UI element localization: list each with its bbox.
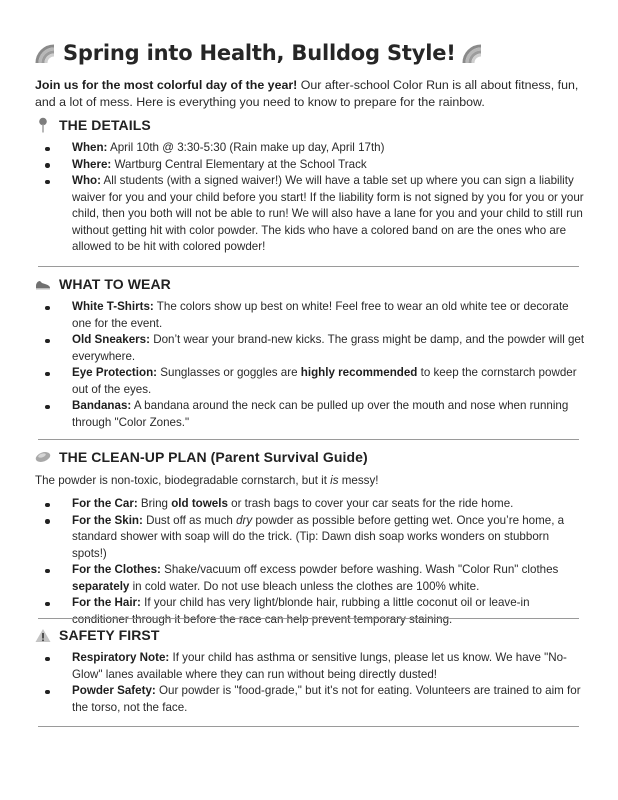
list-item: For the Skin: Dust off as much dry powder as possible before getting wet. Once you’re home, a standard shower with soap will do the trick. (Tip: Dawn dish soap works wonders on stubborn spots!) xyxy=(35,513,585,563)
section-heading: SAFETY FIRST xyxy=(35,627,585,643)
clean-up-list xyxy=(35,496,585,628)
list-item: For the Hair: If your child has very light/blonde hair, rubbing a little coconut oil or leave-in conditioner through it before the race can help prevent temporary staining. xyxy=(35,595,585,628)
page-title xyxy=(35,38,583,68)
document-header xyxy=(35,38,583,111)
list-item: When: April 10th @ 3:30-5:30 (Rain make up day, April 17th) xyxy=(35,140,585,157)
warning-icon xyxy=(35,627,51,643)
list-item: Who: All students (with a signed waiver!) We will have a table set up where you can sign a liability waiver for you and your child before you start! If the liability form is not signed by you for you or your child, then you both will not be able to run! We will also have a lane for you and your child to still run without getting hit with color powder. The kids who have a colored band on are the ones who are allowed to be hit with colored powder! xyxy=(35,173,585,256)
title-text: Spring into Health, Bulldog Style! xyxy=(63,41,456,65)
soap-icon xyxy=(35,449,51,465)
list-item: White T-Shirts: The colors show up best on white! Feel free to wear an old white tee or decorate one for the event. xyxy=(35,299,585,332)
section-heading: WHAT TO WEAR xyxy=(35,276,585,292)
divider xyxy=(38,439,579,440)
list-item: Where: Wartburg Central Elementary at the School Track xyxy=(35,157,585,174)
safety-list xyxy=(35,650,585,716)
divider xyxy=(38,618,579,619)
rainbow-icon xyxy=(462,42,484,64)
divider xyxy=(38,726,579,727)
list-item: Respiratory Note: If your child has asthma or sensitive lungs, please let us know. We have "No-Glow" lanes available where they can run without being directly dusted! xyxy=(35,650,585,683)
list-item: Bandanas: A bandana around the neck can be pulled up over the mouth and nose when running through "Color Zones." xyxy=(35,398,585,431)
section-intro: The powder is non-toxic, biodegradable cornstarch, but it is messy! xyxy=(35,474,379,487)
section-heading: THE CLEAN-UP PLAN (Parent Survival Guide) xyxy=(35,449,585,465)
intro-paragraph xyxy=(35,77,583,111)
details-list xyxy=(35,140,585,256)
list-item: For the Car: Bring old towels or trash bags to cover your car seats for the ride home. xyxy=(35,496,585,513)
list-item: Old Sneakers: Don’t wear your brand-new kicks. The grass might be damp, and the powder will get everywhere. xyxy=(35,332,585,365)
list-item: Eye Protection: Sunglasses or goggles are highly recommended to keep the cornstarch powder out of the eyes. xyxy=(35,365,585,398)
section-what-to-wear xyxy=(35,276,585,431)
pushpin-icon xyxy=(35,117,51,133)
intro-bold: Join us for the most colorful day of the year! xyxy=(35,78,298,92)
rainbow-icon xyxy=(35,42,57,64)
sneaker-icon xyxy=(35,276,51,292)
section-heading: THE DETAILS xyxy=(35,117,585,133)
divider xyxy=(38,266,579,267)
section-details xyxy=(35,117,585,256)
section-clean-up xyxy=(35,449,585,628)
wear-list xyxy=(35,299,585,431)
section-safety xyxy=(35,627,585,716)
list-item: For the Clothes: Shake/vacuum off excess powder before washing. Wash "Color Run" clothes separately in cold water. Do not use bleach unless the clothes are 100% white. xyxy=(35,562,585,595)
list-item: Powder Safety: Our powder is "food-grade," but it's not for eating. Volunteers are trained to aim for the torso, not the face. xyxy=(35,683,585,716)
intro-text: Our after-school Color Run is all about fitness, fun, and a lot of mess. Here is everything you need to know to prepare for the rainbow. xyxy=(35,78,579,109)
